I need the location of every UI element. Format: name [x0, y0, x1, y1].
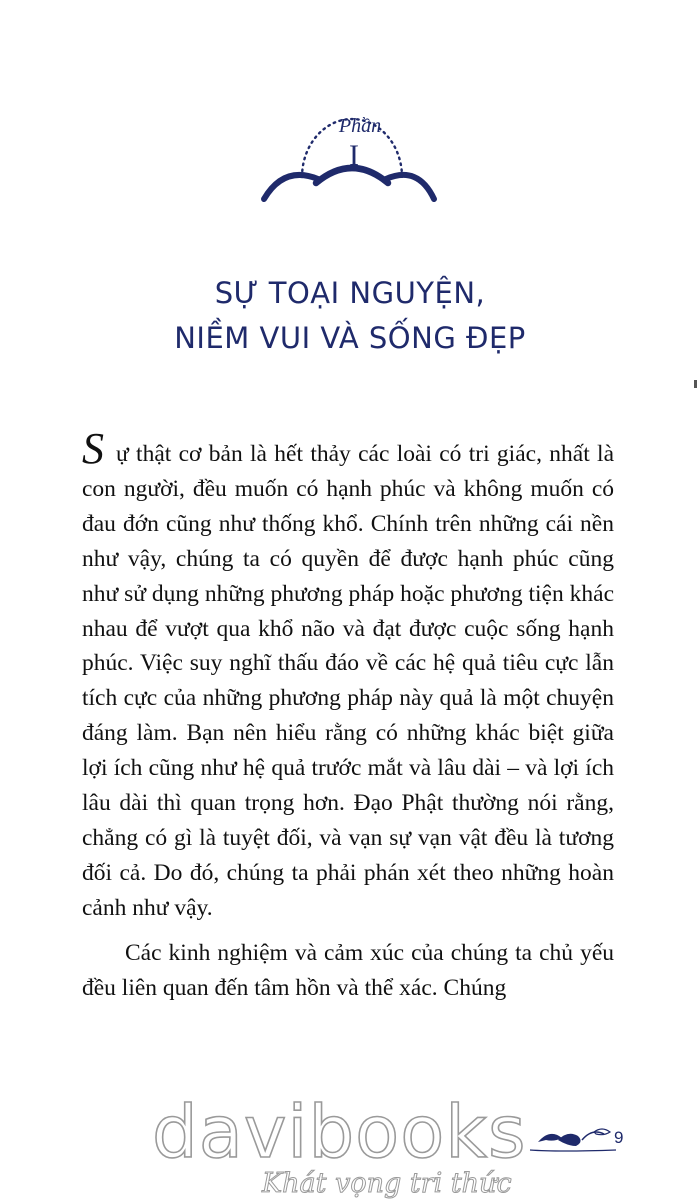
part-ornament [258, 95, 438, 210]
paragraph-2: Các kinh nghiệm và cảm xúc của chúng ta chủ yếu đều liên quan đến tâm hồn và thể xác. Chúng [82, 939, 614, 1001]
chapter-title-line-1: SỰ TOẠI NGUYỆN, [214, 276, 486, 310]
paragraph-1 [82, 424, 614, 926]
watermark-brand: davibooks [152, 1090, 527, 1174]
body-text [82, 424, 614, 1006]
part-number: I [349, 139, 359, 172]
footer-ornament-icon [528, 1122, 620, 1158]
page-number: 9 [614, 1128, 624, 1147]
paragraph-1-text: ự thật cơ bản là hết thảy các loài có tri giác, nhất là con người, đều muốn có hạnh phúc và không muốn có đau đớn cũng như thống khổ. Chính trên những cái nền như vậy, chúng ta có quyền để được hạnh phúc cũng như sử dụng những phương pháp hoặc phương tiện khác nhau để vượt qua khổ não và đạt được cuộc sống hạnh phúc. Việc suy nghĩ thấu đáo về các hệ quả tiêu cực lẫn tích cực của những phương pháp này quả là một chuyện đáng làm. Bạn nên hiểu rằng có những khác biệt giữa lợi ích cũng như hệ quả trước mắt và lâu dài – và lợi ích lâu dài thì quan trọng hơn. Đạo Phật thường nói rằng, chẳng có gì là tuyệt đối, và vạn sự vạn vật đều là tương đối cả. Do đó, chúng ta phải phán xét theo những hoàn cảnh như vậy. [82, 441, 614, 921]
part-label: Phần [338, 115, 382, 137]
edge-mark [694, 380, 697, 388]
chapter-title-line-2: NIỀM VUI VÀ SỐNG ĐẸP [174, 321, 526, 355]
drop-cap: S [82, 424, 104, 473]
watermark-slogan: Khát vọng tri thức [262, 1168, 512, 1199]
